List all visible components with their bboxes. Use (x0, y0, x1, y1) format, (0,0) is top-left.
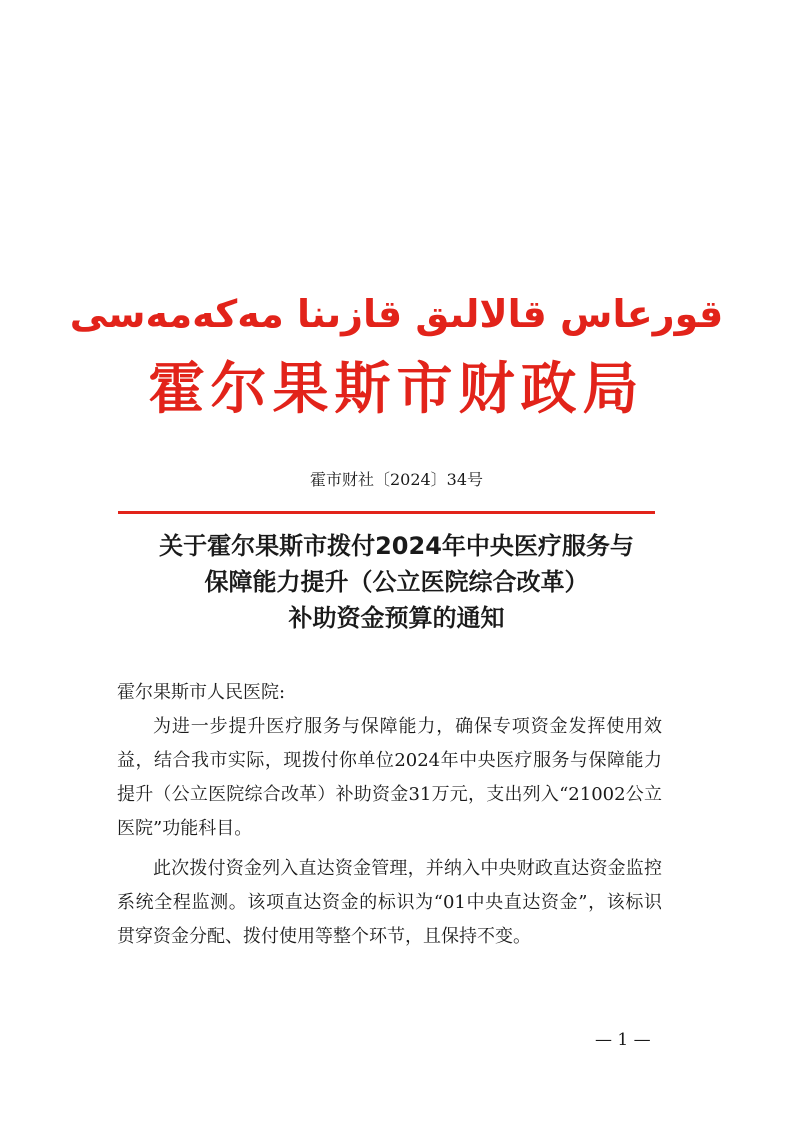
salutation: 霍尔果斯市人民医院: (117, 682, 286, 703)
letterhead-uyghur-name: قورعاس قالالىق قازىنا مەكەمەسى (69, 292, 724, 336)
body-paragraph-1: 为进一步提升医疗服务与保障能力，确保专项资金发挥使用效益，结合我市实际，现拨付你单位2024年中央医疗服务与保障能力提升（公立医院综合改革）补助资金31万元，支出列入“21002公立医院”功能科目。 (117, 716, 662, 839)
notice-title-line-1: 关于霍尔果斯市拨付2024年中央医疗服务与 (159, 532, 634, 560)
notice-title (60, 528, 733, 636)
red-divider-line (118, 511, 655, 514)
notice-title-line-3: 补助资金预算的通知 (288, 604, 505, 632)
letterhead-chinese-name: 霍尔果斯市财政局 (148, 356, 645, 422)
document-number: 霍市财社〔2024〕34号 (309, 470, 484, 489)
notice-title-line-2: 保障能力提升（公立医院综合改革） (204, 568, 589, 596)
body-paragraph-2: 此次拨付资金列入直达资金管理，并纳入中央财政直达资金监控系统全程监测。该项直达资金的标识为“01中央直达资金”，该标识贯穿资金分配、拨付使用等整个环节，且保持不变。 (117, 858, 662, 947)
notice-body (117, 676, 662, 954)
page-number: — 1 — (595, 1030, 651, 1050)
